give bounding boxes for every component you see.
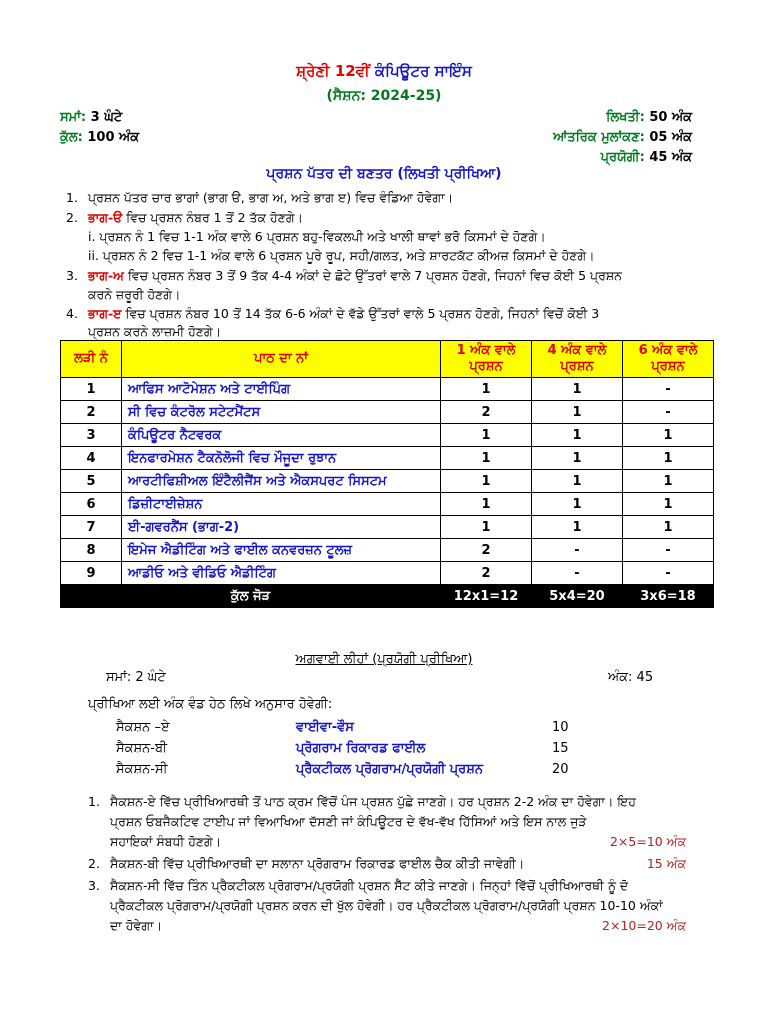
internal-info: ਆਂਤਰਿਕ ਮੁਲਾਂਕਣ: 05 ਅੰਕ xyxy=(553,130,692,145)
table-row: 3 ਕੰਪਿਊਟਰ ਨੈਟਵਰਕ 1 1 1 xyxy=(61,424,714,447)
header-serial: ਲੜੀ ਨੰ xyxy=(61,341,122,378)
total-label: ਕੁੱਲ ਜੋੜ xyxy=(61,585,441,608)
document-title xyxy=(0,62,768,80)
section-b-marks: 15 xyxy=(552,741,569,756)
table-header-row xyxy=(61,341,714,378)
section-a-marks: 10 xyxy=(552,720,569,735)
practical-time: ਸਮਾਂ: 2 ਘੰਟੇ xyxy=(106,670,166,685)
marks-distribution-table xyxy=(60,340,714,608)
total-info: ਕੁੱਲ: 100 ਅੰਕ xyxy=(60,130,140,145)
instruction-2-sub-1: i. ਪ੍ਰਸ਼ਨ ਨੰ 1 ਵਿਚ 1-1 ਅੰਕ ਵਾਲੇ 6 ਪ੍ਰਸ਼ਨ ਬਹੁ-ਵਿਕਲਪੀ ਅਤੇ ਖਾਲੀ ਥਾਵਾਂ ਭਰੋ ਕਿਸਮਾਂ ਦੇ ਹੋਣਗੇ। xyxy=(88,229,546,244)
practical-intro: ਪ੍ਰੀਖਿਆ ਲਈ ਅੰਕ ਵੰਡ ਹੇਠ ਲਿਖੇ ਅਨੁਸਾਰ ਹੋਵੇਗੀ: xyxy=(88,697,333,712)
guideline-1-cont: ਪ੍ਰਸ਼ਨ ਓਬਜੈਕਟਿਵ ਟਾਈਪ ਜਾਂ ਵਿਆਖਿਆ ਦੱਸਣੀ ਜਾਂ ਕੰਪਿਊਟਰ ਦੇ ਵੱਖ-ਵੱਖ ਹਿੱਸਿਆਂ ਅਤੇ ਇਸ ਨਾਲ ਜੁੜੇ xyxy=(110,814,587,829)
section-c-desc: ਪ੍ਰੈਕਟੀਕਲ ਪ੍ਰੋਗਰਾਮ/ਪ੍ਰਯੋਗੀ ਪ੍ਰਸ਼ਨ xyxy=(296,762,484,777)
header-chapter: ਪਾਠ ਦਾ ਨਾਂ xyxy=(122,341,441,378)
header-4-mark: 4 ਅੰਕ ਵਾਲੇ ਪ੍ਰਸ਼ਨ xyxy=(532,341,623,378)
instruction-3: 3. ਭਾਗ-ਅ ਵਿਚ ਪ੍ਰਸ਼ਨ ਨੰਬਰ 3 ਤੋਂ 9 ਤੱਕ 4-4 ਅੰਕਾਂ ਦੇ ਛੋਟੇ ਉੱਤਰਾਂ ਵਾਲੇ 7 ਪ੍ਰਸ਼ਨ ਹੋਣਗੇ, ਜਿਹਨਾਂ ਵਿਚ ਕੋਈ 5 ਪ੍ਰਸ਼ਨ xyxy=(66,268,622,283)
header-1-mark: 1 ਅੰਕ ਵਾਲੇ ਪ੍ਰਸ਼ਨ xyxy=(441,341,532,378)
instruction-4: 4. ਭਾਗ-ੲ ਵਿਚ ਪ੍ਰਸ਼ਨ ਨੰਬਰ 10 ਤੋਂ 14 ਤੱਕ 6-6 ਅੰਕਾਂ ਦੇ ਵੱਡੇ ਉੱਤਰਾਂ ਵਾਲੇ 5 ਪ੍ਰਸ਼ਨ ਹੋਣਗੇ, ਜਿਹਨਾਂ ਵਿਚੋਂ ਕੋਈ 3 xyxy=(66,306,600,321)
table-row: 1 ਆਫਿਸ ਆਟੋਮੇਸ਼ਨ ਅਤੇ ਟਾਈਪਿੰਗ 1 1 - xyxy=(61,378,714,401)
instruction-4-cont: ਪ੍ਰਸ਼ਨ ਕਰਨੇ ਲਾਜ਼ਮੀ ਹੋਣਗੇ। xyxy=(88,324,222,339)
practical-title: ਅਗਵਾਈ ਲੀਹਾਂ (ਪ੍ਰਯੋਗੀ ਪ੍ਰੀਖਿਆ) xyxy=(295,652,473,667)
table-row: 6 ਡਿਜ਼ੀਟਾਈਜ਼ੇਸ਼ਨ 1 1 1 xyxy=(61,493,714,516)
table-row: 2 ਸੀ ਵਿਚ ਕੰਟਰੋਲ ਸਟੇਟਮੈਂਟਸ 2 1 - xyxy=(61,401,714,424)
section-a-desc: ਵਾਈਵਾ-ਵੌਸ xyxy=(296,720,354,735)
guideline-2-marks: 15 ਅੰਕ xyxy=(646,856,686,871)
title-class: ਸ਼੍ਰੇਣੀ 12ਵੀਂ xyxy=(296,62,370,80)
instruction-2: 2. ਭਾਗ-ੳ ਵਿਚ ਪ੍ਰਸ਼ਨ ਨੰਬਰ 1 ਤੋਂ 2 ਤੱਕ ਹੋਣਗੇ। xyxy=(66,210,303,225)
total-6-mark: 3x6=18 xyxy=(623,585,714,608)
guideline-3-cont: ਪ੍ਰੈਕਟੀਕਲ ਪ੍ਰੋਗਰਾਮ/ਪ੍ਰਯੋਗੀ ਪ੍ਰਸ਼ਨ ਕਰਨ ਦੀ ਖੁੱਲ ਹੋਵੇਗੀ। ਹਰ ਪ੍ਰੈਕਟੀਕਲ ਪ੍ਰੋਗਰਾਮ/ਪ੍ਰਯੋਗੀ ਪ੍ਰਸ਼ਨ 10-10 ਅੰਕਾਂ xyxy=(110,898,663,913)
instruction-2-sub-2: ii. ਪ੍ਰਸ਼ਨ ਨੰ 2 ਵਿਚ 1-1 ਅੰਕ ਵਾਲੇ 6 ਪ੍ਰਸ਼ਨ ਪੂਰੇ ਰੂਪ, ਸਹੀ/ਗਲਤ, ਅਤੇ ਸ਼ਾਰਟਕੱਟ ਕੀਅਜ਼ ਕਿਸਮਾਂ ਦੇ ਹੋਣਗੇ। xyxy=(88,248,595,263)
section-c-marks: 20 xyxy=(552,762,569,777)
section-b-name: ਸੈਕਸ਼ਨ-ਬੀ xyxy=(116,741,168,756)
written-info: ਲਿਖਤੀ: 50 ਅੰਕ xyxy=(606,110,692,125)
table-row: 4 ਇਨਫਾਰਮੇਸ਼ਨ ਟੈਕਨੋਲੋਜੀ ਵਿਚ ਮੌਜੂਦਾ ਰੁਝਾਨ 1 1 1 xyxy=(61,447,714,470)
guideline-1-cont2: ਸਹਾਇਕਾਂ ਸੰਬਧੀ ਹੋਣਗੇ। xyxy=(110,834,222,849)
time-info: ਸਮਾਂ: 3 ਘੰਟੇ xyxy=(60,110,123,125)
practical-marks: ਅੰਕ: 45 xyxy=(608,670,654,685)
table-row: 8 ਇਮੇਜ ਐਡੀਟਿੰਗ ਅਤੇ ਫਾਈਲ ਕਨਵਰਜ਼ਨ ਟੂਲਜ਼ 2 - - xyxy=(61,539,714,562)
practical-info: ਪ੍ਰਯੋਗੀ: 45 ਅੰਕ xyxy=(600,150,692,165)
guideline-3: 3. ਸੈਕਸ਼ਨ-ਸੀ ਵਿੱਚ ਤਿੰਨ ਪ੍ਰੈਕਟੀਕਲ ਪ੍ਰੋਗਰਾਮ/ਪ੍ਰਯੋਗੀ ਪ੍ਰਸ਼ਨ ਸੈੱਟ ਕੀਤੇ ਜਾਣਗੇ। ਜਿਨ੍ਹਾਂ ਵਿੱਚੋਂ ਪ੍ਰੀਖਿਆਰਥੀ ਨੂੰ ਦੋ xyxy=(88,878,629,893)
structure-title: ਪ੍ਰਸ਼ਨ ਪੱਤਰ ਦੀ ਬਣਤਰ (ਲਿਖਤੀ ਪ੍ਰੀਖਿਆ) xyxy=(266,166,502,182)
session-label: (ਸੈਸ਼ਨ: 2024-25) xyxy=(326,88,442,104)
guideline-3-cont2: ਦਾ ਹੋਵੇਗਾ। xyxy=(110,918,163,933)
section-c-name: ਸੈਕਸ਼ਨ-ਸੀ xyxy=(116,762,168,777)
total-1-mark: 12x1=12 xyxy=(441,585,532,608)
title-subject: ਕੰਪਿਊਟਰ ਸਾਇੰਸ xyxy=(374,62,472,80)
guideline-3-marks: 2×10=20 ਅੰਕ xyxy=(602,918,686,933)
instruction-1: 1. ਪ੍ਰਸ਼ਨ ਪੱਤਰ ਚਾਰ ਭਾਗਾਂ (ਭਾਗ ੳ, ਭਾਗ ਅ, ਅਤੇ ਭਾਗ ੲ) ਵਿਚ ਵੰਡਿਆ ਹੋਵੇਗਾ। xyxy=(66,190,454,205)
table-row: 7 ਈ-ਗਵਰਨੈਂਸ (ਭਾਗ-2) 1 1 1 xyxy=(61,516,714,539)
table-row: 9 ਆਡੀਓ ਅਤੇ ਵੀਡਿਓ ਐਡੀਟਿੰਗ 2 - - xyxy=(61,562,714,585)
guideline-1-marks: 2×5=10 ਅੰਕ xyxy=(609,834,686,849)
guideline-1: 1. ਸੈਕਸ਼ਨ-ਏ ਵਿੱਚ ਪ੍ਰੀਖਿਆਰਥੀ ਤੋਂ ਪਾਠ ਕ੍ਰਮ ਵਿੱਚੋਂ ਪੰਜ ਪ੍ਰਸ਼ਨ ਪੁੱਛੇ ਜਾਣਗੇ। ਹਰ ਪ੍ਰਸ਼ਨ 2-2 ਅੰਕ ਦਾ ਹੋਵੇਗਾ। ਇਹ xyxy=(88,794,636,809)
section-a-name: ਸੈਕਸ਼ਨ –ਏ xyxy=(116,720,170,735)
table-total-row xyxy=(61,585,714,608)
header-6-mark: 6 ਅੰਕ ਵਾਲੇ ਪ੍ਰਸ਼ਨ xyxy=(623,341,714,378)
total-4-mark: 5x4=20 xyxy=(532,585,623,608)
instruction-3-cont: ਕਰਨੇ ਜ਼ਰੂਰੀ ਹੋਣਗੇ। xyxy=(88,287,181,302)
section-b-desc: ਪ੍ਰੋਗਰਾਮ ਰਿਕਾਰਡ ਫਾਈਲ xyxy=(296,741,426,756)
table-row: 5 ਆਰਟੀਫਿਸ਼ੀਅਲ ਇੰਟੈਲੀਜੈਂਸ ਅਤੇ ਐਕਸਪਰਟ ਸਿਸਟਮ 1 1 1 xyxy=(61,470,714,493)
guideline-2: 2. ਸੈਕਸ਼ਨ-ਬੀ ਵਿੱਚ ਪ੍ਰੀਖਿਆਰਥੀ ਦਾ ਸਲਾਨਾ ਪ੍ਰੋਗਰਾਮ ਰਿਕਾਰਡ ਫਾਈਲ ਚੈਕ ਕੀਤੀ ਜਾਵੇਗੀ। xyxy=(88,856,525,871)
